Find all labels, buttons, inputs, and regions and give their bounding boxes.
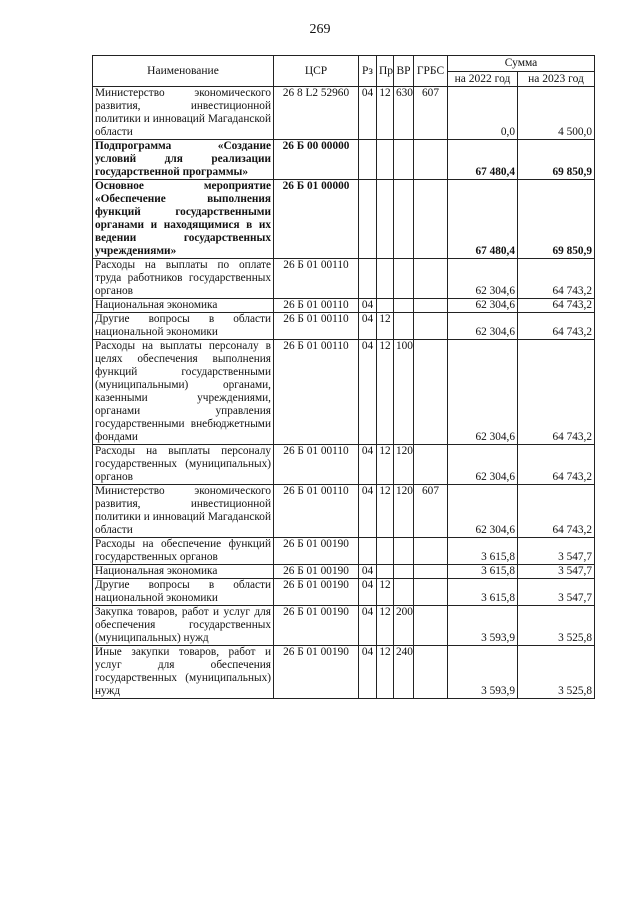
cell-name: Расходы на выплаты персоналу в целях обеспечения выполнения функций государственными (муниципальными) органами, казенными учреждениями, органами управления государственными внебюджетными фондами	[93, 340, 274, 445]
cell-amount-2022: 62 304,6	[448, 340, 518, 445]
cell-vr	[394, 313, 414, 340]
cell-csr: 26 Б 01 00190	[274, 538, 359, 565]
cell-amount-2023: 3 525,8	[518, 606, 595, 646]
cell-amount-2022: 62 304,6	[448, 259, 518, 299]
cell-rz: 04	[359, 299, 377, 313]
cell-amount-2022: 3 593,9	[448, 606, 518, 646]
cell-vr	[394, 579, 414, 606]
cell-pr: 12	[377, 313, 394, 340]
table-row	[93, 299, 595, 313]
cell-vr: 240	[394, 646, 414, 699]
cell-rz: 04	[359, 565, 377, 579]
table-row	[93, 180, 595, 259]
table-row	[93, 646, 595, 699]
cell-grbs	[414, 646, 448, 699]
cell-pr: 12	[377, 340, 394, 445]
cell-amount-2022: 0,0	[448, 87, 518, 140]
cell-rz: 04	[359, 87, 377, 140]
cell-rz: 04	[359, 579, 377, 606]
cell-name: Иные закупки товаров, работ и услуг для обеспечения государственных (муниципальных) нужд	[93, 646, 274, 699]
cell-pr	[377, 259, 394, 299]
cell-vr	[394, 180, 414, 259]
cell-amount-2023: 3 547,7	[518, 579, 595, 606]
cell-rz: 04	[359, 340, 377, 445]
cell-pr: 12	[377, 579, 394, 606]
cell-vr	[394, 140, 414, 180]
table-body	[93, 87, 595, 699]
cell-pr	[377, 538, 394, 565]
cell-pr	[377, 565, 394, 579]
cell-name: Расходы на выплаты персоналу государственных (муниципальных) органов	[93, 445, 274, 485]
cell-csr: 26 Б 01 00190	[274, 606, 359, 646]
cell-pr: 12	[377, 87, 394, 140]
header-sum: Сумма	[448, 56, 595, 72]
cell-name: Закупка товаров, работ и услуг для обеспечения государственных (муниципальных) нужд	[93, 606, 274, 646]
cell-grbs	[414, 259, 448, 299]
cell-grbs	[414, 565, 448, 579]
cell-amount-2023: 3 547,7	[518, 538, 595, 565]
cell-csr: 26 Б 00 00000	[274, 140, 359, 180]
cell-grbs	[414, 140, 448, 180]
table-row	[93, 340, 595, 445]
cell-grbs	[414, 180, 448, 259]
cell-vr	[394, 259, 414, 299]
cell-vr: 630	[394, 87, 414, 140]
cell-grbs	[414, 538, 448, 565]
cell-amount-2022: 67 480,4	[448, 180, 518, 259]
header-pr: Пр	[377, 56, 394, 87]
cell-csr: 26 Б 01 00110	[274, 259, 359, 299]
table-row	[93, 445, 595, 485]
cell-csr: 26 Б 01 00190	[274, 579, 359, 606]
table-row	[93, 485, 595, 538]
cell-csr: 26 Б 01 00190	[274, 646, 359, 699]
cell-name: Другие вопросы в области национальной экономики	[93, 579, 274, 606]
cell-rz: 04	[359, 485, 377, 538]
page-number: 269	[309, 22, 331, 37]
cell-pr	[377, 140, 394, 180]
cell-vr	[394, 299, 414, 313]
cell-name: Основное мероприятие «Обеспечение выполнения функций государственными органами и находящимися в их ведении государственных учреждениями»	[93, 180, 274, 259]
header-year-2022: на 2022 год	[448, 72, 518, 87]
cell-csr: 26 Б 01 00110	[274, 313, 359, 340]
cell-rz	[359, 180, 377, 259]
cell-name: Национальная экономика	[93, 299, 274, 313]
header-csr: ЦСР	[274, 56, 359, 87]
cell-name: Министерство экономического развития, инвестиционной политики и инноваций Магаданской области	[93, 485, 274, 538]
cell-grbs	[414, 299, 448, 313]
cell-amount-2022: 62 304,6	[448, 313, 518, 340]
table-row	[93, 140, 595, 180]
cell-rz: 04	[359, 313, 377, 340]
cell-amount-2022: 62 304,6	[448, 485, 518, 538]
table-row	[93, 87, 595, 140]
cell-pr	[377, 299, 394, 313]
cell-rz: 04	[359, 646, 377, 699]
cell-name: Национальная экономика	[93, 565, 274, 579]
cell-csr: 26 Б 01 00000	[274, 180, 359, 259]
table-row	[93, 606, 595, 646]
cell-csr: 26 Б 01 00190	[274, 565, 359, 579]
cell-name: Министерство экономического развития, инвестиционной политики и инноваций Магаданской области	[93, 87, 274, 140]
cell-pr: 12	[377, 445, 394, 485]
cell-vr: 120	[394, 445, 414, 485]
cell-vr: 120	[394, 485, 414, 538]
cell-grbs	[414, 579, 448, 606]
cell-vr: 200	[394, 606, 414, 646]
table-row	[93, 579, 595, 606]
cell-amount-2022: 3 615,8	[448, 538, 518, 565]
cell-rz	[359, 259, 377, 299]
cell-amount-2023: 4 500,0	[518, 87, 595, 140]
cell-csr: 26 Б 01 00110	[274, 445, 359, 485]
cell-pr: 12	[377, 646, 394, 699]
cell-name: Подпрограмма «Создание условий для реализации государственной программы»	[93, 140, 274, 180]
cell-rz	[359, 538, 377, 565]
cell-amount-2022: 3 615,8	[448, 579, 518, 606]
cell-grbs	[414, 340, 448, 445]
cell-csr: 26 Б 01 00110	[274, 340, 359, 445]
table-row	[93, 538, 595, 565]
table-row	[93, 259, 595, 299]
cell-vr	[394, 565, 414, 579]
cell-amount-2023: 69 850,9	[518, 140, 595, 180]
cell-amount-2023: 64 743,2	[518, 299, 595, 313]
cell-grbs	[414, 606, 448, 646]
cell-amount-2023: 64 743,2	[518, 485, 595, 538]
cell-csr: 26 Б 01 00110	[274, 485, 359, 538]
cell-csr: 26 Б 01 00110	[274, 299, 359, 313]
header-grbs: ГРБС	[414, 56, 448, 87]
cell-grbs: 607	[414, 87, 448, 140]
table-row	[93, 565, 595, 579]
cell-amount-2023: 64 743,2	[518, 259, 595, 299]
cell-amount-2022: 3 615,8	[448, 565, 518, 579]
cell-vr: 100	[394, 340, 414, 445]
header-vr: ВР	[394, 56, 414, 87]
cell-amount-2023: 3 547,7	[518, 565, 595, 579]
cell-amount-2023: 3 525,8	[518, 646, 595, 699]
table-header	[93, 56, 595, 87]
cell-amount-2023: 64 743,2	[518, 340, 595, 445]
cell-grbs: 607	[414, 485, 448, 538]
cell-rz: 04	[359, 606, 377, 646]
cell-amount-2022: 62 304,6	[448, 299, 518, 313]
cell-amount-2023: 64 743,2	[518, 445, 595, 485]
cell-pr: 12	[377, 606, 394, 646]
header-name: Наименование	[93, 56, 274, 87]
cell-grbs	[414, 445, 448, 485]
cell-amount-2023: 69 850,9	[518, 180, 595, 259]
budget-table	[92, 55, 595, 699]
cell-amount-2022: 3 593,9	[448, 646, 518, 699]
cell-csr: 26 8 L2 52960	[274, 87, 359, 140]
cell-name: Расходы на обеспечение функций государственных органов	[93, 538, 274, 565]
cell-amount-2022: 67 480,4	[448, 140, 518, 180]
cell-rz	[359, 140, 377, 180]
header-rz: Рз	[359, 56, 377, 87]
cell-amount-2022: 62 304,6	[448, 445, 518, 485]
header-year-2023: на 2023 год	[518, 72, 595, 87]
cell-grbs	[414, 313, 448, 340]
cell-name: Расходы на выплаты по оплате труда работников государственных органов	[93, 259, 274, 299]
cell-amount-2023: 64 743,2	[518, 313, 595, 340]
cell-rz: 04	[359, 445, 377, 485]
cell-pr	[377, 180, 394, 259]
table-row	[93, 313, 595, 340]
cell-name: Другие вопросы в области национальной экономики	[93, 313, 274, 340]
cell-vr	[394, 538, 414, 565]
cell-pr: 12	[377, 485, 394, 538]
